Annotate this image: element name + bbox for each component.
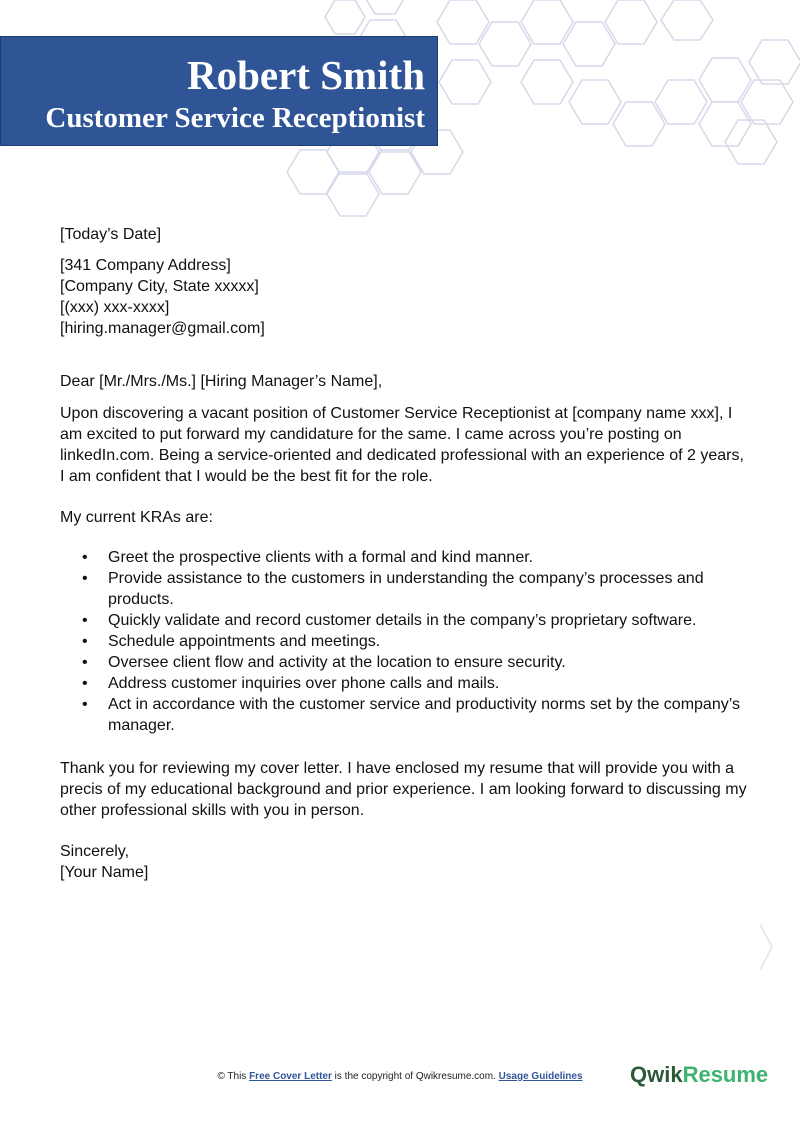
logo-part-resume: Resume (682, 1062, 769, 1087)
footer-prefix: © This (217, 1071, 247, 1082)
kras-list (60, 547, 750, 736)
list-item: • Oversee client flow and activity at the location to ensure security. (60, 652, 750, 673)
sign-off: Sincerely, (60, 843, 130, 860)
usage-guidelines-link[interactable]: Usage Guidelines (498, 1071, 583, 1082)
qwikresume-logo[interactable] (630, 1062, 768, 1088)
footer-middle: is the copyright of Qwikresume.com. (334, 1071, 496, 1082)
kras-heading: My current KRAs are: (60, 509, 213, 526)
free-cover-letter-link[interactable]: Free Cover Letter (249, 1071, 332, 1082)
job-title: Customer Service Receptionist (45, 102, 425, 134)
address-line: [hiring.manager@gmail.com] (60, 320, 265, 337)
closing-paragraph: Thank you for reviewing my cover letter. I have enclosed my resume that will provide you with a precis of my educational background and prior experience. I am looking forward to discussing my other professional skills with you in person. (60, 760, 747, 819)
list-item: • Greet the prospective clients with a formal and kind manner. (60, 547, 750, 568)
list-item: • Provide assistance to the customers in understanding the company’s processes and products. (60, 568, 750, 610)
salutation: Dear [Mr./Mrs./Ms.] [Hiring Manager’s Name], (60, 373, 383, 390)
recipient-address (60, 255, 750, 339)
header-banner (0, 36, 438, 146)
applicant-name: Robert Smith (186, 52, 425, 98)
letter-body (60, 224, 750, 883)
list-item: • Address customer inquiries over phone calls and mails. (60, 673, 750, 694)
list-item: • Quickly validate and record customer details in the company’s proprietary software. (60, 610, 750, 631)
address-line: [341 Company Address] (60, 257, 231, 274)
list-item: • Schedule appointments and meetings. (60, 631, 750, 652)
chevron-right-icon (758, 922, 774, 972)
signature: [Your Name] (60, 864, 149, 881)
list-item: • Act in accordance with the customer service and productivity norms set by the company’s manager. (60, 694, 750, 736)
address-line: [Company City, State xxxxx] (60, 278, 259, 295)
intro-paragraph: Upon discovering a vacant position of Customer Service Receptionist at [company name xxx], I am excited to put forward my candidature for the same. I came across you’re posting on linkedIn.com. Being a service-oriented and dedicated professional with an experience of 2 years, I am confident that I would be the best fit for the role. (60, 405, 744, 485)
letter-date: [Today’s Date] (60, 226, 162, 243)
address-line: [(xxx) xxx-xxxx] (60, 299, 170, 316)
logo-part-qwik: Qwik (630, 1062, 683, 1087)
